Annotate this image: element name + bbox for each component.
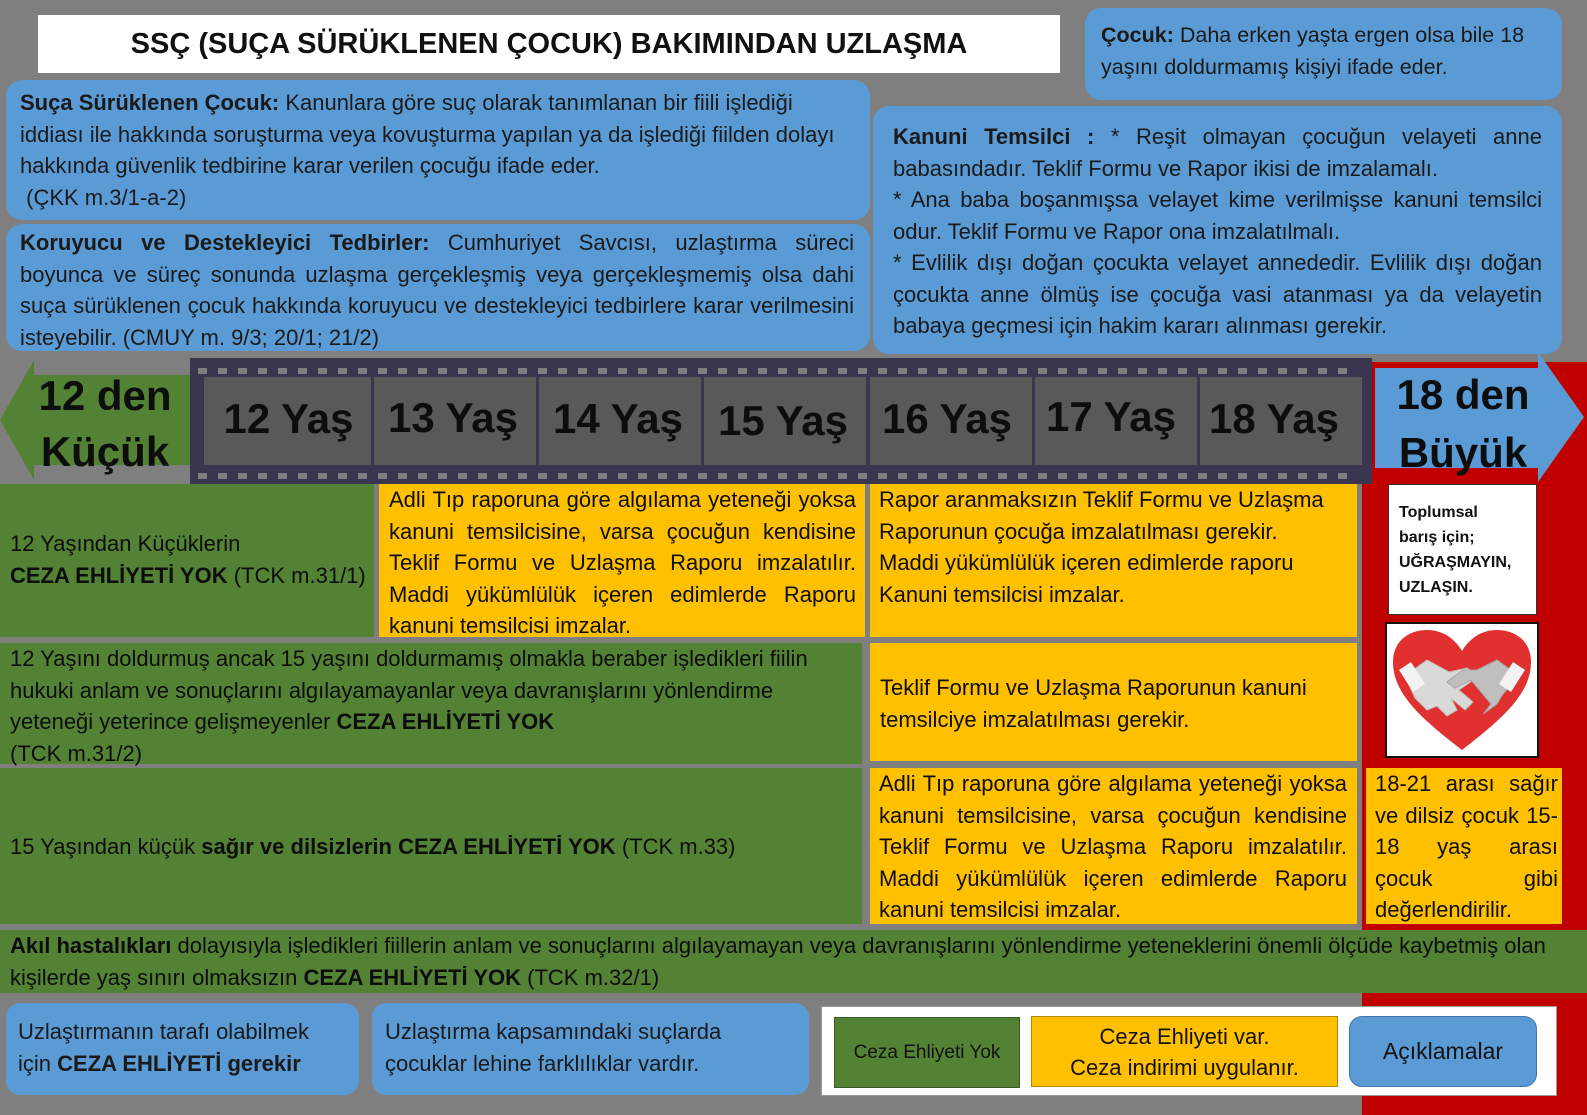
film-sprocket: [418, 368, 427, 374]
film-sprocket: [598, 473, 607, 479]
mental-illness-cell: [0, 930, 1587, 993]
film-sprocket: [1178, 368, 1187, 374]
film-sprocket: [458, 368, 467, 374]
legend-yellow: [1031, 1016, 1338, 1087]
film-sprocket: [1138, 473, 1147, 479]
under-12-label: [20, 368, 190, 480]
under-12-bold-line: [10, 560, 374, 592]
ssc-term: Suça Sürüklenen Çocuk:: [20, 90, 280, 115]
age-15-18-row2-text: Teklif Formu ve Uzlaşma Raporunun kanuni temsilciye imzalatılması gerekir.: [880, 675, 1307, 732]
film-sprocket: [918, 368, 927, 374]
film-sprocket: [1298, 473, 1307, 479]
deaf-mute-18-21-cell: [1366, 768, 1562, 924]
film-sprocket: [298, 473, 307, 479]
age-16-label: 16 Yaş: [881, 395, 1013, 442]
film-sprocket: [738, 368, 747, 374]
under-12-text: 12 Yaşından Küçüklerin: [10, 531, 241, 556]
film-sprocket: [1198, 473, 1207, 479]
mental-illness-text: dolayısıyla işledikleri fiillerin anlam ve sonuçlarını algılayamayan veya davranışlarını yönlendirme yeteneklerini önemli ölçüde kaybetmiş olan kişilerde yaş sınırı olmaksızın: [10, 933, 1546, 990]
film-sprocket: [1238, 368, 1247, 374]
film-sprocket: [758, 473, 767, 479]
film-sprocket: [558, 368, 567, 374]
film-sprocket: [698, 473, 707, 479]
legend-green: [834, 1017, 1020, 1088]
film-sprocket: [798, 368, 807, 374]
film-sprocket: [918, 473, 927, 479]
film-sprocket: [1118, 473, 1127, 479]
film-sprocket: [718, 473, 727, 479]
mental-illness-bold2: CEZA EHLİYETİ YOK: [303, 964, 522, 990]
age-14-label: 14 Yaş: [552, 395, 684, 442]
deaf-mute-18-21-text: 18-21 arası sağır ve dilsiz çocuk 15-18 yaş arası çocuk gibi değerlendirilir.: [1375, 771, 1558, 922]
under-12-line1: 12 den: [38, 372, 172, 419]
over-18-label: [1383, 366, 1543, 482]
film-sprocket: [1318, 473, 1327, 479]
film-sprocket: [1278, 368, 1287, 374]
mental-illness-bold1: Akıl hastalıkları: [10, 933, 172, 958]
film-sprocket: [618, 368, 627, 374]
film-sprocket: [278, 368, 287, 374]
footer-note-scope-text: Uzlaştırma kapsamındaki suçlarda çocuklar lehine farklılıklar vardır.: [385, 1019, 722, 1076]
legend: [821, 1006, 1557, 1096]
footer-note-capacity-bold: CEZA EHLİYETİ gerekir: [57, 1050, 301, 1076]
age-17-label: 17 Yaş: [1045, 393, 1177, 440]
page-title: [38, 15, 1060, 73]
footer-note-scope: [372, 1003, 809, 1095]
film-sprocket: [1338, 473, 1347, 479]
film-sprocket: [1098, 473, 1107, 479]
film-sprocket: [838, 473, 847, 479]
legend-green-label: Ceza Ehliyeti Yok: [853, 1041, 1001, 1063]
mental-illness-ref: (TCK m.32/1): [527, 964, 660, 990]
age-12-15-incapacity-bold: CEZA EHLİYETİ YOK: [336, 709, 555, 734]
title-text: SSÇ (SUÇA SÜRÜKLENEN ÇOCUK) BAKIMINDAN UZLAŞMA: [130, 27, 968, 60]
over-18-line2: Büyük: [1398, 429, 1528, 476]
film-sprocket: [278, 473, 287, 479]
under-12-ref: (TCK m.31/1): [233, 562, 366, 588]
film-sprocket: [778, 473, 787, 479]
film-sprocket: [1018, 368, 1027, 374]
film-sprocket: [778, 368, 787, 374]
tedbir-definition: [6, 224, 870, 351]
film-sprocket: [198, 473, 207, 479]
film-sprocket: [378, 473, 387, 479]
temsilci-term: Kanuni Temsilci :: [893, 124, 1095, 149]
film-sprocket: [978, 473, 987, 479]
age-15-18-text1: Rapor aranmaksızın Teklif Formu ve Uzlaşma Raporunun çocuğa imzalatılması gerekir.: [879, 487, 1324, 544]
deaf-mute-pre: 15 Yaşından küçük: [10, 834, 196, 859]
film-sprocket: [638, 473, 647, 479]
ssc-definition: [6, 80, 870, 220]
film-sprocket: [678, 368, 687, 374]
film-sprocket: [1118, 368, 1127, 374]
film-sprocket: [898, 368, 907, 374]
under-12-line2: Küçük: [40, 428, 170, 475]
temsilci-line3: * Evlilik dışı doğan çocukta velayet annededir. Evlilik dışı doğan çocukta anne ölmüş ise çocuğa vasi atanması ya da velayetin babaya geçmesi için hakim kararı alınması gerekir.: [893, 250, 1542, 338]
film-sprocket: [298, 368, 307, 374]
film-sprocket: [998, 473, 1007, 479]
film-sprocket: [958, 473, 967, 479]
film-sprocket: [318, 473, 327, 479]
film-sprocket: [498, 368, 507, 374]
film-sprocket: [1018, 473, 1027, 479]
film-sprocket: [898, 473, 907, 479]
film-sprocket: [638, 368, 647, 374]
temsilci-line1: [893, 121, 1542, 184]
cocuk-definition: [1085, 8, 1562, 100]
film-sprocket: [1238, 473, 1247, 479]
film-sprocket: [358, 368, 367, 374]
peace-note-line3: UĞRAŞMAYIN,: [1399, 554, 1512, 571]
film-sprocket: [698, 368, 707, 374]
film-sprocket: [318, 368, 327, 374]
film-sprockets-top: [198, 364, 1368, 374]
film-sprocket: [218, 473, 227, 479]
age-12-label: 12 Yaş: [223, 395, 354, 442]
footer-note-capacity-text: Uzlaştırmanın tarafı olabilmek için: [18, 1019, 309, 1076]
film-sprocket: [738, 473, 747, 479]
film-sprocket: [498, 473, 507, 479]
legend-blue: [1349, 1016, 1537, 1087]
age-12-15-cell: [379, 484, 865, 637]
film-sprocket: [218, 368, 227, 374]
film-sprocket: [398, 368, 407, 374]
peace-note-line4: UZLAŞIN.: [1399, 579, 1473, 596]
deaf-mute-bold: sağır ve dilsizlerin CEZA EHLİYETİ YOK: [201, 834, 616, 859]
cocuk-term: Çocuk:: [1101, 23, 1174, 47]
film-sprocket: [258, 473, 267, 479]
heart-handshake-icon: [1387, 624, 1537, 756]
film-sprocket: [258, 368, 267, 374]
film-sprocket: [658, 473, 667, 479]
legend-yellow-line1: Ceza Ehliyeti var.: [1099, 1024, 1270, 1049]
film-sprocket: [618, 473, 627, 479]
film-sprocket: [478, 473, 487, 479]
film-sprocket: [1038, 473, 1047, 479]
age-18-label: 18 Yaş: [1208, 395, 1340, 442]
film-sprocket: [1098, 368, 1107, 374]
legend-blue-label: Açıklamalar: [1382, 1038, 1504, 1064]
film-sprocket: [938, 368, 947, 374]
film-sprocket: [478, 368, 487, 374]
age-13-label: 13 Yaş: [387, 394, 519, 441]
age-15-18-row2-cell: [870, 643, 1357, 761]
tedbir-text: Cumhuriyet Savcısı, uzlaştırma süreci boyunca ve süreç sonunda uzlaşma gerçekleşmiş veya gerçekleşmemiş olsa dahi suça sürüklenen çocuk hakkında koruyucu ve destekleyici tedbirlere karar verilmesini isteyebilir. (CMUY m. 9/3; 20/1; 21/2): [20, 230, 854, 350]
film-sprocket: [458, 473, 467, 479]
film-sprocket: [1138, 368, 1147, 374]
temsilci-definition: [873, 106, 1562, 354]
temsilci-text1: * Reşit olmayan çocuğun velayeti anne babasındadır. Teklif Formu ve Rapor ikisi de imzalamalı.: [893, 124, 1542, 181]
film-sprocket: [358, 473, 367, 479]
tedbir-term: Koruyucu ve Destekleyici Tedbirler:: [20, 230, 430, 255]
deaf-mute-15-18-cell: [870, 768, 1357, 924]
peace-note-line2: barış için;: [1399, 529, 1475, 546]
heart-handshake-box: [1385, 622, 1539, 758]
film-sprocket: [338, 368, 347, 374]
film-sprocket: [238, 368, 247, 374]
film-sprocket: [338, 473, 347, 479]
film-sprocket: [1258, 473, 1267, 479]
age-12-15-text: Adli Tıp raporuna göre algılama yeteneği yoksa kanuni temsilcisine, varsa çocuğun kendisine Teklif Formu ve Uzlaşma Raporu imzalatılır. Maddi yükümlülük içeren edimlerde Raporu kanuni temsilcisi imzalar.: [389, 487, 856, 638]
film-sprocket: [998, 368, 1007, 374]
cocuk-text: Daha erken yaşta ergen olsa bile 18 yaşını doldurmamış kişiyi ifade eder.: [1101, 23, 1525, 79]
film-sprocket: [818, 368, 827, 374]
film-sprocket: [1258, 368, 1267, 374]
film-sprocket: [858, 473, 867, 479]
film-sprocket: [1278, 473, 1287, 479]
film-sprocket: [438, 473, 447, 479]
film-sprocket: [438, 368, 447, 374]
film-sprocket: [1298, 368, 1307, 374]
film-sprocket: [538, 368, 547, 374]
under-12-cell: [0, 484, 374, 637]
age-12-15-incapacity-cell: [0, 643, 862, 764]
film-sprocket: [818, 473, 827, 479]
film-sprocket: [1058, 368, 1067, 374]
film-sprocket: [1318, 368, 1327, 374]
age-15-18-cell: [870, 484, 1357, 637]
film-sprocket: [198, 368, 207, 374]
footer-note-capacity: [6, 1003, 359, 1095]
film-sprocket: [1038, 368, 1047, 374]
film-sprocket: [978, 368, 987, 374]
peace-note: [1388, 484, 1537, 615]
film-sprocket: [1158, 473, 1167, 479]
film-sprocket: [598, 368, 607, 374]
film-sprocket: [838, 368, 847, 374]
film-sprocket: [1058, 473, 1067, 479]
film-sprocket: [418, 473, 427, 479]
film-sprocket: [878, 473, 887, 479]
film-sprocket: [1078, 368, 1087, 374]
age-12-15-incapacity-ref: (TCK m.31/2): [10, 740, 143, 766]
legend-yellow-line2: Ceza indirimi uygulanır.: [1070, 1055, 1299, 1080]
film-sprocket: [378, 368, 387, 374]
film-sprocket: [518, 473, 527, 479]
film-sprocket: [1338, 368, 1347, 374]
film-sprocket: [558, 473, 567, 479]
film-sprocket: [578, 473, 587, 479]
deaf-mute-cell: [0, 768, 862, 924]
ssc-text: Kanunlara göre suç olarak tanımlanan bir fiili işlediği iddiası ile hakkında soruşturma veya kovuşturma yapılan ya da işlediği fiilden dolayı hakkında güvenlik tedbirine karar verilen çocuğu ifade eder.: [20, 90, 835, 178]
film-sprocket: [878, 368, 887, 374]
over-18-line1: 18 den: [1396, 371, 1530, 418]
film-sprocket: [1198, 368, 1207, 374]
film-sprocket: [1178, 473, 1187, 479]
deaf-mute-15-18-text: Adli Tıp raporuna göre algılama yeteneği yoksa kanuni temsilcisine, varsa çocuğun kendisine Teklif Formu ve Uzlaşma Raporu imzalatılır. Maddi yükümlülük içeren edimlerde Raporu kanuni temsilcisi imzalar.: [879, 771, 1347, 922]
film-sprocket: [538, 473, 547, 479]
peace-note-line1: Toplumsal: [1399, 504, 1478, 521]
film-sprocket: [578, 368, 587, 374]
film-sprocket: [858, 368, 867, 374]
film-sprocket: [518, 368, 527, 374]
film-sprocket: [1078, 473, 1087, 479]
age-15-label: 15 Yaş: [717, 397, 849, 444]
film-sprocket: [238, 473, 247, 479]
film-sprocket: [398, 473, 407, 479]
temsilci-line2: * Ana baba boşanmışsa velayet kime verilmişse kanuni temsilci odur. Teklif Formu ve Rapor ona imzalatılmalı.: [893, 187, 1542, 244]
age-15-18-text2: Maddi yükümlülük içeren edimlerde raporu Kanuni temsilcisi imzalar.: [879, 550, 1294, 607]
ssc-ref: (ÇKK m.3/1-a-2): [26, 184, 187, 210]
film-sprocket: [718, 368, 727, 374]
deaf-mute-ref: (TCK m.33): [621, 834, 736, 859]
under-12-bold: CEZA EHLİYETİ YOK: [10, 562, 228, 588]
film-sprocket: [758, 368, 767, 374]
film-sprocket: [1218, 368, 1227, 374]
film-sprocket: [678, 473, 687, 479]
film-sprockets-bottom: [198, 469, 1368, 479]
film-sprocket: [958, 368, 967, 374]
age-12-15-incapacity-text: 12 Yaşını doldurmuş ancak 15 yaşını doldurmamış olmakla beraber işledikleri fiilin hukuki anlam ve sonuçlarını algılayamayanlar veya davranışlarını yönlendirme yeteneği yeterince gelişmeyenler: [10, 646, 808, 734]
film-sprocket: [658, 368, 667, 374]
film-sprocket: [1218, 473, 1227, 479]
film-sprocket: [798, 473, 807, 479]
film-sprocket: [938, 473, 947, 479]
film-sprocket: [1158, 368, 1167, 374]
